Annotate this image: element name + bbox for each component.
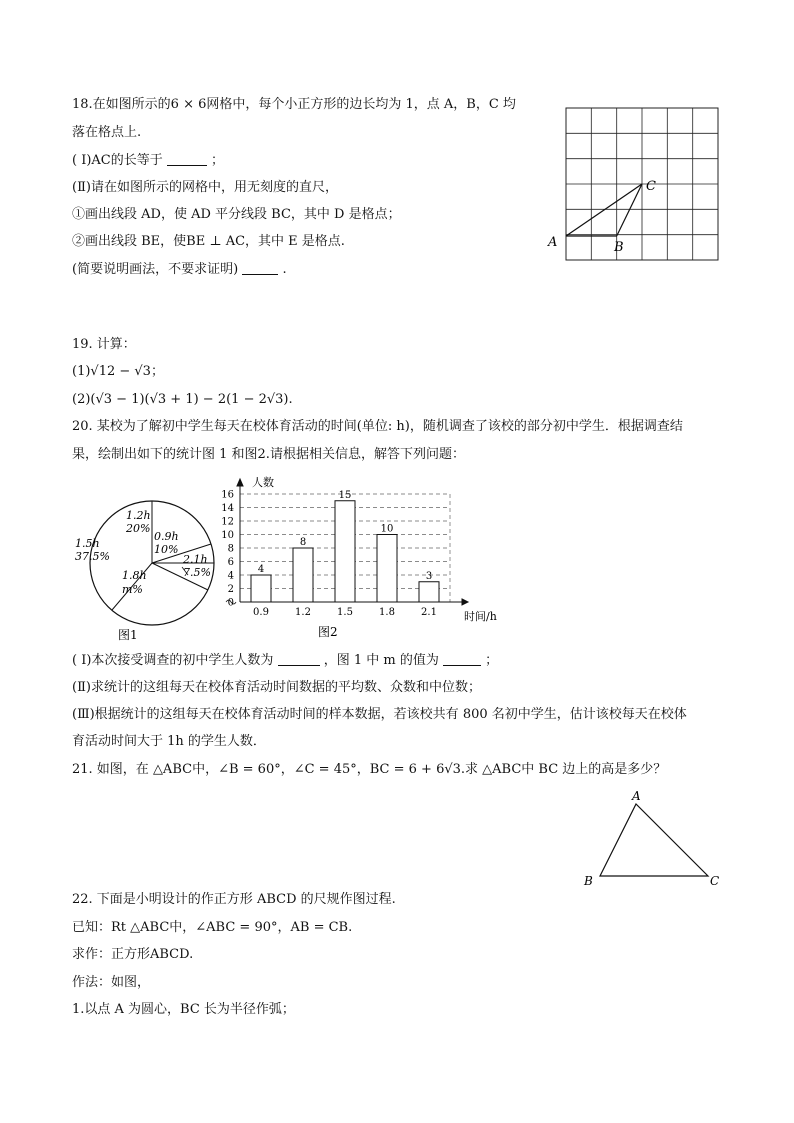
x-tick-label-1.8: 1.8 xyxy=(379,607,395,618)
pie-caption: 图1 xyxy=(118,628,138,642)
pie-label-pct-3: 7.5% xyxy=(183,566,211,579)
bar-1.2 xyxy=(293,548,313,602)
y-tick-label-2: 2 xyxy=(227,584,234,595)
bar-data-label-1.8: 10 xyxy=(380,523,394,535)
y-tick-label-10: 10 xyxy=(221,530,234,541)
q22-method: 作法：如图， xyxy=(72,975,151,990)
bar-data-label-1.5: 15 xyxy=(338,489,352,501)
x-tick-label-1.2: 1.2 xyxy=(295,607,311,618)
y-tick-label-4: 4 xyxy=(227,570,234,582)
q18-step1: ①画出线段 AD，使 AD 平分线段 BC，其中 D 是格点； xyxy=(72,207,401,222)
pie-label-time-5: 1.5h xyxy=(75,537,100,550)
q18-note-blank[interactable] xyxy=(242,262,278,275)
pie-label-time-3: 2.1h xyxy=(183,553,208,566)
q18-part1 xyxy=(72,152,224,170)
q18-part1-end: ； xyxy=(211,153,225,168)
q19-expr2: (2)(√3 − 1)(√3 + 1) − 2(1 − 2√3). xyxy=(72,392,293,407)
pie-label-pct-1: 20% xyxy=(126,522,151,535)
y-tick-label-14: 14 xyxy=(221,503,234,514)
bar-chart-xlabel: 时间/h xyxy=(464,610,497,623)
bar-data-label-0.9: 4 xyxy=(257,564,265,575)
q18-line2: 落在格点上. xyxy=(72,125,142,140)
q20-part1 xyxy=(72,652,498,670)
y-tick-label-8: 8 xyxy=(227,543,234,555)
q18-label-c: C xyxy=(646,179,656,194)
q22-todo: 求作：正方形ABCD. xyxy=(72,947,194,962)
q19-title: 19. 计算： xyxy=(72,337,136,352)
q20-line2: 果，绘制出如下的统计图 1 和图2.请根据相关信息，解答下列问题： xyxy=(72,447,465,462)
q20-part1-text: ( Ⅰ)本次接受调查的初中学生人数为 xyxy=(72,653,274,668)
pie-label-pct-4: m% xyxy=(122,583,143,596)
bar-1.5 xyxy=(335,501,355,602)
pie-label-time-1: 1.2h xyxy=(126,509,151,522)
x-tick-label-0.9: 0.9 xyxy=(253,607,269,618)
q18-label-b: B xyxy=(614,240,624,255)
x-tick-label-2.1: 2.1 xyxy=(421,607,437,618)
q22-title: 22. 下面是小明设计的作正方形 ABCD 的尺规作图过程. xyxy=(72,892,396,907)
bar-chart-figure xyxy=(212,472,512,644)
y-tick-label-16: 16 xyxy=(221,489,234,501)
q22-given: 已知：Rt △ABC中，∠ABC = 90°，AB = CB. xyxy=(72,920,353,935)
triangle-abc xyxy=(600,804,708,876)
bar-2.1 xyxy=(419,582,439,602)
bar-chart-y-ticks xyxy=(221,490,234,609)
q20-m-blank[interactable] xyxy=(443,653,481,666)
q21-label-b: B xyxy=(584,874,593,888)
q18-label-a: A xyxy=(548,235,558,250)
y-tick-label-0: 0 xyxy=(227,597,234,609)
bar-1.8 xyxy=(377,535,397,603)
x-axis-arrow xyxy=(462,599,468,605)
q18-line1: 18.在如图所示的6 × 6网格中，每个小正方形的边长均为 1，点 A，B，C 均 xyxy=(72,97,516,112)
q21-triangle-figure xyxy=(578,788,728,892)
q19-expr1: (1)√12 − √3； xyxy=(72,364,164,379)
bar-0.9 xyxy=(251,575,271,602)
q18-grid-figure xyxy=(540,100,730,270)
pie-chart-figure xyxy=(70,495,230,645)
q21-label-a: A xyxy=(632,789,641,803)
pie-label-time-2: 0.9h xyxy=(154,530,179,543)
q18-note-end: . xyxy=(282,262,287,277)
q18-answer-blank[interactable] xyxy=(167,153,207,166)
triangle-abc xyxy=(566,184,642,236)
bar-data-label-1.2: 8 xyxy=(299,537,307,548)
q18-step2: ②画出线段 BE，使BE ⊥ AC，其中 E 是格点. xyxy=(72,234,345,249)
pie-label-pct-2: 10% xyxy=(154,543,179,556)
bar-chart-ylabel: 人数 xyxy=(252,476,274,489)
q20-part3a: (Ⅲ)根据统计的这组每天在校体育活动时间的样本数据，若该校共有 800 名初中学生，估计该校每天在校体 xyxy=(72,707,687,722)
q20-part1-mid: ，图 1 中 m 的值为 xyxy=(323,653,439,668)
y-tick-label-6: 6 xyxy=(227,557,234,568)
y-tick-label-12: 12 xyxy=(221,516,234,528)
q20-part3b: 育活动时间大于 1h 的学生人数． xyxy=(72,734,266,749)
q18-note xyxy=(72,261,287,279)
bar-chart-bars xyxy=(251,501,439,602)
q21-text: 21. 如图，在 △ABC中，∠B = 60°，∠C = 45°，BC = 6 + 6√3.求 △ABC中 BC 边上的高是多少？ xyxy=(72,762,667,777)
q18-part2: (Ⅱ)请在如图所示的网格中，用无刻度的直尺， xyxy=(72,180,338,195)
pie-label-pct-5: 37.5% xyxy=(75,550,110,563)
y-axis-arrow xyxy=(237,479,243,486)
q20-line1: 20. 某校为了解初中学生每天在校体育活动的时间(单位: h)，随机调查了该校的部分初中学生．根据调查结 xyxy=(72,419,683,434)
bar-chart-caption: 图2 xyxy=(318,625,338,639)
bar-data-label-2.1: 3 xyxy=(425,570,433,582)
q20-part1-end: ； xyxy=(485,653,499,668)
q22-step1: 1.以点 A 为圆心，BC 长为半径作弧； xyxy=(72,1002,295,1017)
q18-part1-text: ( Ⅰ)AC的长等于 xyxy=(72,153,163,168)
bar-chart-x-ticks xyxy=(253,607,437,618)
x-tick-label-1.5: 1.5 xyxy=(337,607,353,618)
q18-note-text: (简要说明画法，不要求证明) xyxy=(72,262,239,277)
q21-label-c: C xyxy=(710,874,720,888)
pie-label-time-4: 1.8h xyxy=(122,569,147,582)
q20-count-blank[interactable] xyxy=(278,653,320,666)
q20-part2: (Ⅱ)求统计的这组每天在校体育活动时间数据的平均数、众数和中位数； xyxy=(72,680,481,695)
